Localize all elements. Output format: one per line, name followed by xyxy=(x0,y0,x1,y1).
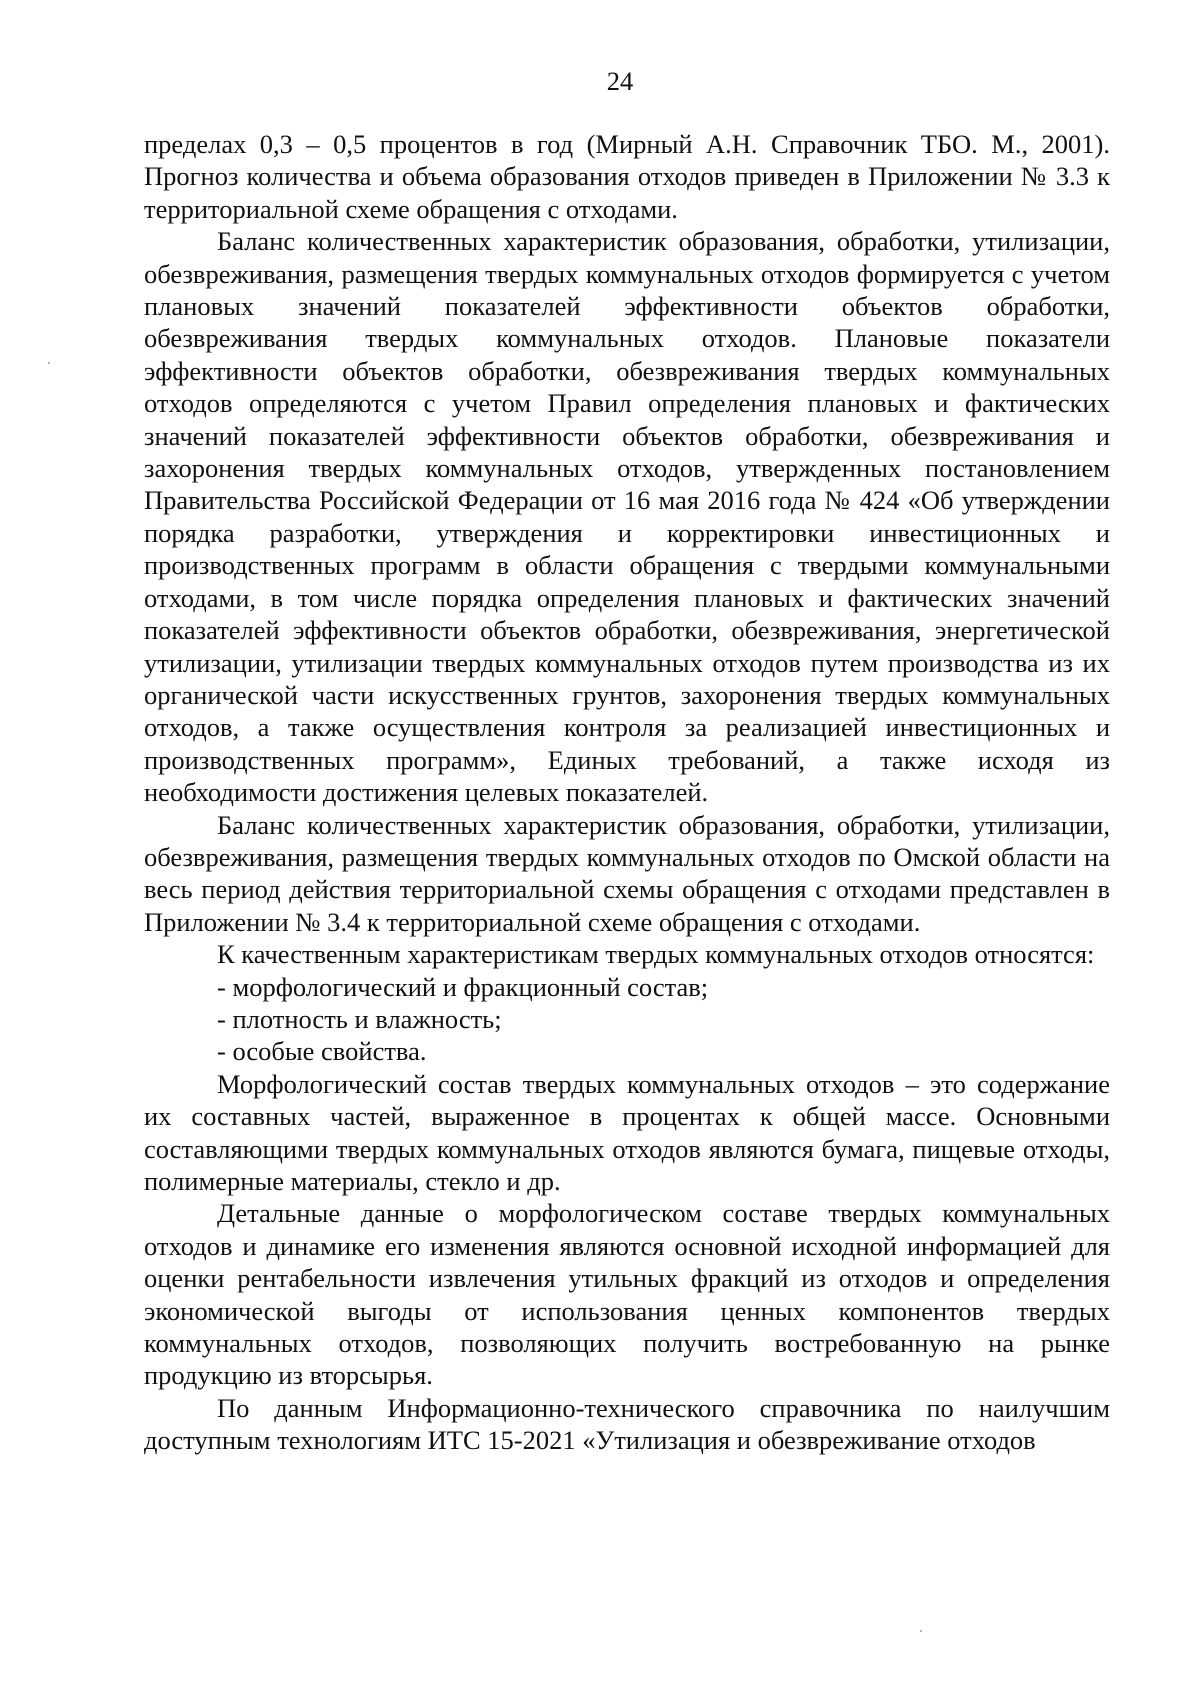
list-item: - морфологический и фракционный состав; xyxy=(217,971,709,1002)
scan-speck xyxy=(48,362,50,364)
paragraph-morphological-composition: Морфологический состав твердых коммунальных отходов – это содержание их составных частей, выраженное в процентах к общей массе. Основными составляющими твердых коммунальных отходов являются бумага, пищевые отходы, полимерные материалы, стекло и др. xyxy=(144,1068,1110,1196)
paragraph-continuation: пределах 0,3 – 0,5 процентов в год (Мирный А.Н. Справочник ТБО. М., 2001). Прогноз количества и объема образования отходов приведен в Приложении № 3.3 к территориальной схеме обращения с отходами. xyxy=(144,129,1110,224)
page-number: 24 xyxy=(606,66,634,96)
list-item: - плотность и влажность; xyxy=(217,1003,502,1034)
list-item: - особые свойства. xyxy=(217,1036,427,1067)
paragraph-balance-omsk: Баланс количественных характеристик образования, обработки, утилизации, обезвреживания, размещения твердых коммунальных отходов по Омской области на весь период действия территориальной схемы обращения с отходами представлен в Приложении № 3.4 к территориальной схеме обращения с отходами. xyxy=(144,809,1110,937)
scan-speck xyxy=(920,1630,922,1632)
page-body xyxy=(144,128,1110,1457)
characteristics-list xyxy=(144,971,1110,1068)
paragraph-its-reference: По данным Информационно-технического справочника по наилучшим доступным технологиям ИТС 15-2021 «Утилизация и обезвреживание отходов xyxy=(144,1392,1110,1456)
paragraph-quality-characteristics: К качественным характеристикам твердых коммунальных отходов относятся: xyxy=(217,939,1095,970)
paragraph-balance-formation: Баланс количественных характеристик образования, обработки, утилизации, обезвреживания, размещения твердых коммунальных отходов формируется с учетом плановых значений показателей эффективности объектов обработки, обезвреживания твердых коммунальных отходов. Плановые показатели эффективности объектов обработки, обезвреживания твердых коммунальных отходов определяются с учетом Правил определения плановых и фактических значений показателей эффективности объектов обработки, обезвреживания и захоронения твердых коммунальных отходов, утвержденных постановлением Правительства Российской Федерации от 16 мая 2016 года № 424 «Об утверждении порядка разработки, утверждения и корректировки инвестиционных и производственных программ в области обращения с твердыми коммунальными отходами, в том числе порядка определения плановых и фактических значений показателей эффективности объектов обработки, обезвреживания, энергетической утилизации, утилизации твердых коммунальных отходов путем производства из их органической части искусственных грунтов, захоронения твердых коммунальных отходов, а также осуществления контроля за реализацией инвестиционных и производственных программ», Единых требований, а также исходя из необходимости достижения целевых показателей. xyxy=(144,226,1110,808)
paragraph-detailed-data: Детальные данные о морфологическом составе твердых коммунальных отходов и динамике его изменения являются основной исходной информацией для оценки рентабельности извлечения утильных фракций из отходов и определения экономической выгоды от использования ценных компонентов твердых коммунальных отходов, позволяющих получить востребованную на рынке продукцию из вторсырья. xyxy=(144,1198,1110,1391)
